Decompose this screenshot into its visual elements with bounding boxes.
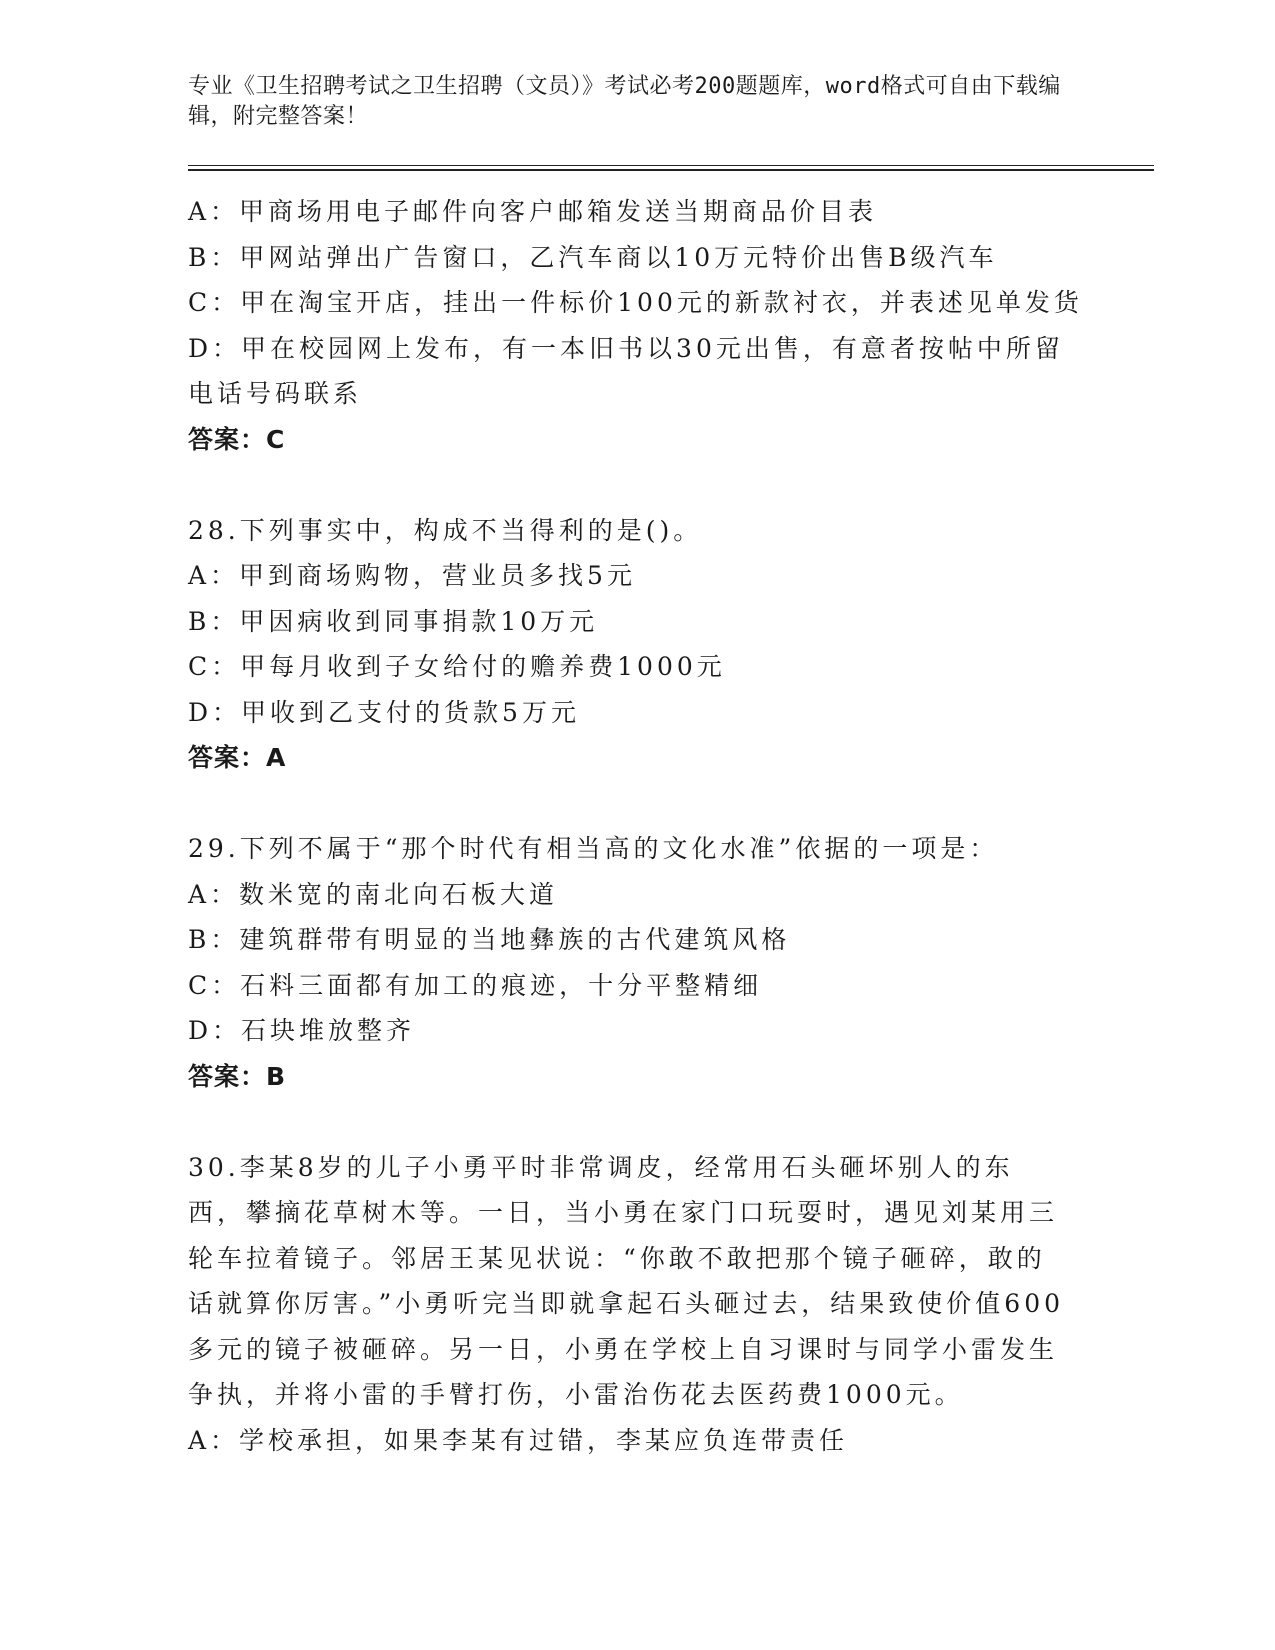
option-c: C：甲在淘宝开店，挂出一件标价100元的新款衬衣，并表述见单发货 bbox=[188, 288, 1083, 317]
document-header: 专业《卫生招聘考试之卫生招聘（文员）》考试必考200题题库，word格式可自由下载编辑，附完整答案！ bbox=[188, 74, 1061, 129]
option-d: D：甲收到乙支付的货款5万元 bbox=[188, 697, 580, 727]
question-27 bbox=[188, 189, 1083, 462]
option-d: D：甲在校园网上发布，有一本旧书以30元出售，有意者按帖中所留 bbox=[188, 333, 1064, 363]
question-stem: 28.下列事实中，构成不当得利的是()。 bbox=[188, 515, 703, 545]
question-stem: 29.下列不属于“那个时代有相当高的文化水准”依据的一项是： bbox=[188, 834, 999, 863]
question-29 bbox=[188, 826, 1068, 1099]
header-rule-thin bbox=[188, 165, 1154, 166]
option-b: B：甲网站弹出广告窗口，乙汽车商以10万元特价出售B级汽车 bbox=[188, 242, 998, 272]
answer: 答案：B bbox=[188, 1061, 287, 1091]
question-stem: 30.李某8岁的儿子小勇平时非常调皮，经常用石头砸坏别人的东西，攀摘花草树木等。一日，当小勇在家门口玩耍时，遇见刘某用三轮车拉着镜子。邻居王某见状说：“你敢不敢把那个镜子砸碎，敢的话就算你厉害。”小勇听完当即就拿起石头砸过去，结果致使价值600多元的镜子被砸碎。另一日，小勇在学校上自习课时与同学小雷发生争执，并将小雷的手臂打伤，小雷治伤花去医药费1000元。 bbox=[188, 1152, 1065, 1409]
answer: 答案：C bbox=[188, 424, 286, 454]
question-28 bbox=[188, 508, 1068, 781]
option-a: A：甲到商场购物，营业员多找5元 bbox=[188, 561, 636, 590]
option-c: C：石料三面都有加工的痕迹，十分平整精细 bbox=[188, 970, 763, 1000]
option-d: D：石块堆放整齐 bbox=[188, 1016, 416, 1045]
option-a: A：数米宽的南北向石板大道 bbox=[188, 879, 559, 909]
option-a: A：甲商场用电子邮件向客户邮箱发送当期商品价目表 bbox=[188, 197, 878, 226]
document-body bbox=[188, 189, 1083, 1463]
option-b: B：建筑群带有明显的当地彝族的古代建筑风格 bbox=[188, 925, 791, 954]
option-a: A：学校承担，如果李某有过错，李某应负连带责任 bbox=[188, 1425, 849, 1455]
option-c: C：甲每月收到子女给付的赡养费1000元 bbox=[188, 652, 726, 681]
answer: 答案：A bbox=[188, 743, 287, 772]
header-rule-thick bbox=[188, 169, 1154, 171]
option-d-continued: 电话号码联系 bbox=[188, 379, 363, 408]
question-30 bbox=[188, 1145, 1068, 1464]
option-b: B：甲因病收到同事捐款10万元 bbox=[188, 606, 599, 636]
